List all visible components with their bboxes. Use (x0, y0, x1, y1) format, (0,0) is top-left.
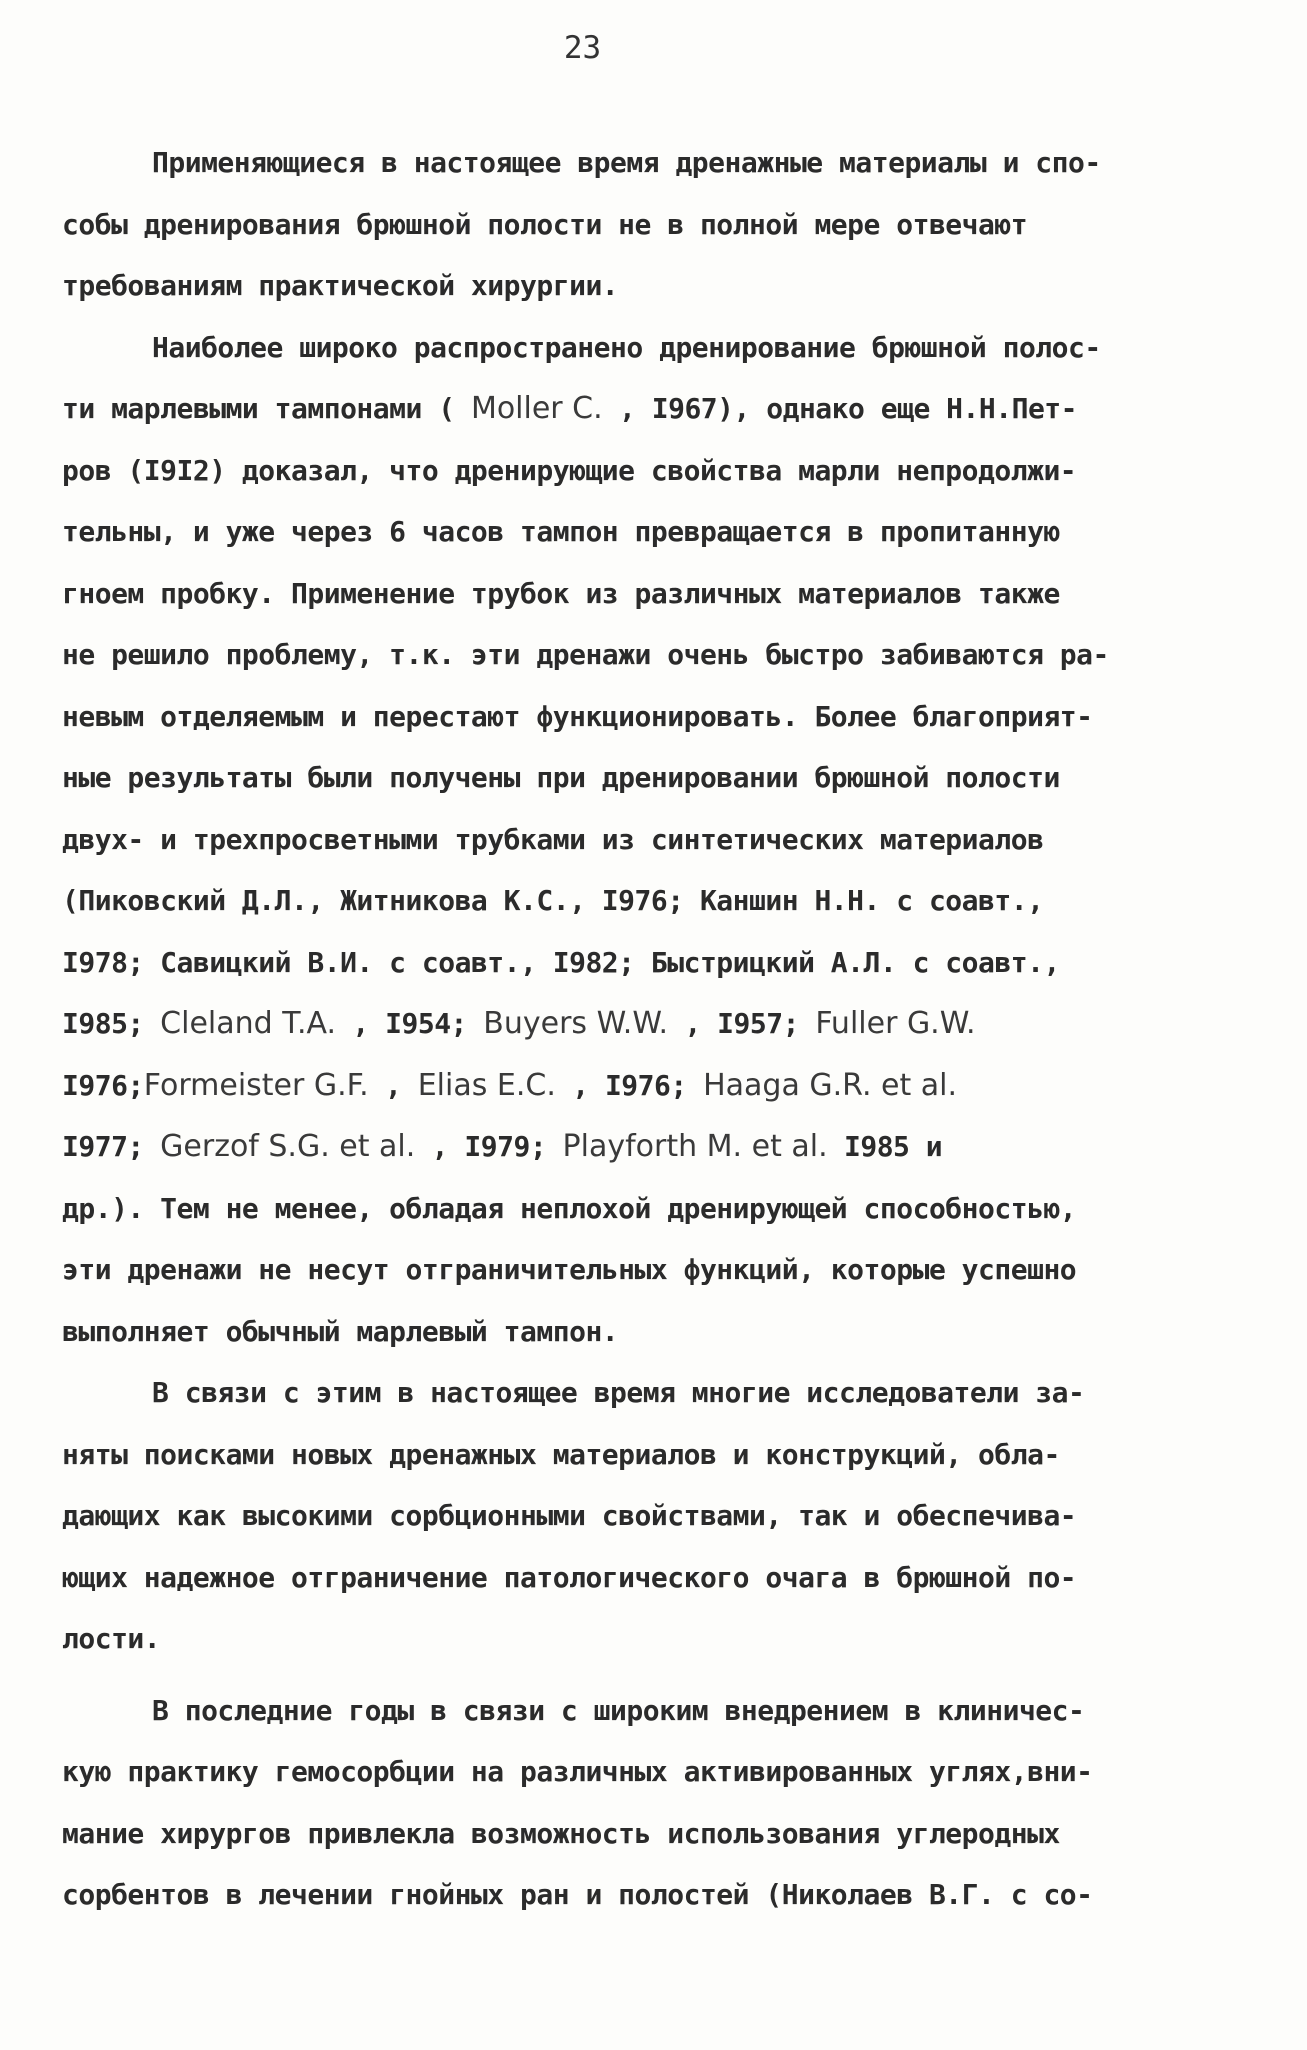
typed-text: I978; Савицкий В.И. с соавт., I982; Быстрицкий А.Л. с соавт., (62, 945, 1060, 979)
text-line-p4-l4 (62, 1864, 1242, 1926)
typed-text: , I979; (415, 1130, 563, 1163)
typed-text: гноем пробку. Применение трубок из различных материалов также (62, 576, 1060, 610)
text-line-p1-l2 (62, 194, 1242, 256)
typed-text: , I957; (668, 1007, 816, 1040)
text-line-p2-l5 (62, 563, 1242, 625)
typed-text: эти дренажи не несут отграничительных функций, которые успешно (62, 1253, 1077, 1286)
typed-text: лости. (62, 1622, 161, 1655)
text-line-p2-l16 (62, 1239, 1242, 1301)
handwritten-citation: Formeister G.F. (143, 1067, 369, 1103)
text-line-p2-l13 (62, 1055, 1242, 1117)
typed-text: ти марлевыми тампонами ( (62, 392, 471, 425)
text-line-p2-l3 (62, 440, 1242, 502)
typed-text: Применяющиеся в настоящее время дренажные материалы и спо- (152, 146, 1101, 179)
text-line-p2-l4 (62, 501, 1242, 563)
typed-text: мание хирургов привлекла возможность использования углеродных (62, 1816, 1060, 1850)
text-line-p1-l1 (62, 132, 1242, 194)
typed-text: не решило проблему, т.к. эти дренажи очень быстро забиваются ра- (62, 638, 1109, 671)
typed-text: В последние годы в связи с широким внедрением в клиничес- (152, 1693, 1085, 1727)
typed-text: В связи с этим в настоящее время многие исследователи за- (152, 1376, 1085, 1409)
text-line-p2-l11 (62, 932, 1242, 994)
text-line-p2-l8 (62, 747, 1242, 809)
text-line-p3-l5 (62, 1608, 1242, 1670)
typed-text: I977; (62, 1130, 161, 1163)
paragraph-gap (62, 1670, 1242, 1680)
typed-text: ющих надежное отграничение патологического очага в брюшной по- (62, 1560, 1077, 1594)
typed-text: ные результаты были получены при дренировании брюшной полости (62, 761, 1060, 794)
typed-text: Наиболее широко распространено дренирование брюшной полос- (152, 330, 1101, 364)
text-line-p3-l3 (62, 1485, 1242, 1547)
typed-text: няты поисками новых дренажных материалов и конструкций, обла- (62, 1437, 1060, 1471)
typed-text: , I967), однако еще Н.Н.Пет- (602, 392, 1078, 425)
text-line-p3-l1 (62, 1362, 1242, 1424)
handwritten-citation: Buyers W.W. (483, 1006, 669, 1041)
text-line-p4-l1 (62, 1680, 1242, 1742)
text-line-p4-l3 (62, 1803, 1242, 1865)
text-line-p2-l15 (62, 1178, 1242, 1240)
typed-text: невым отделяемым и перестают функционировать. Более благоприят- (62, 699, 1093, 733)
typed-text: I985 и (827, 1130, 943, 1163)
typed-text: др.). Тем не менее, обладая неплохой дренирующей способностью, (62, 1191, 1077, 1225)
typed-text: I976; (62, 1068, 144, 1102)
handwritten-citation: Moller C. (470, 391, 603, 426)
handwritten-citation: Cleland T.A. (160, 1006, 337, 1041)
typed-text: (Пиковский Д.Л., Житникова К.С., I976; Каншин Н.Н. с соавт., (62, 884, 1044, 917)
text-line-p2-l14 (62, 1116, 1242, 1178)
typed-text: сорбентов в лечении гнойных ран и полостей (Николаев В.Г. с со- (62, 1878, 1093, 1911)
text-line-p2-l10 (62, 870, 1242, 932)
text-line-p2-l1 (62, 317, 1242, 379)
text-line-p2-l9 (62, 809, 1242, 871)
typed-text: ров (I9I2) доказал, что дренирующие свойства марли непродолжи- (62, 453, 1077, 487)
page-number: 23 (563, 30, 602, 66)
handwritten-citation: Playforth M. et al. (562, 1129, 828, 1164)
typed-text: двух- и трехпросветными трубками из синтетических материалов (62, 822, 1044, 856)
typed-text: дающих как высокими сорбционными свойствами, так и обеспечива- (62, 1499, 1077, 1532)
text-line-p2-l7 (62, 686, 1242, 748)
typed-text: требованиям практической хирургии. (62, 269, 619, 302)
text-line-p3-l4 (62, 1547, 1242, 1609)
typed-text: , I976; (555, 1068, 704, 1102)
handwritten-citation: Fuller G.W. (815, 1006, 976, 1041)
typed-text: тельны, и уже через 6 часов тампон превращается в пропитанную (62, 515, 1060, 548)
typed-text: , I954; (336, 1007, 484, 1040)
text-line-p2-l12 (62, 993, 1242, 1055)
text-line-p4-l2 (62, 1741, 1242, 1803)
typed-text: собы дренирования брюшной полости не в полной мере отвечают (62, 207, 1028, 241)
typed-text: I985; (62, 1007, 161, 1040)
text-line-p2-l6 (62, 624, 1242, 686)
text-line-p2-l2 (62, 378, 1242, 440)
typed-text: выполняет обычный марлевый тампон. (62, 1314, 619, 1348)
body-text (62, 132, 1242, 1926)
typed-text: , (368, 1068, 418, 1102)
text-line-p1-l3 (62, 255, 1242, 317)
typed-text: кую практику гемосорбции на различных активированных углях,вни- (62, 1755, 1093, 1788)
text-line-p2-l17 (62, 1301, 1242, 1363)
handwritten-citation: Gerzof S.G. et al. (160, 1129, 416, 1164)
handwritten-citation: Elias E.C. (417, 1067, 556, 1103)
text-line-p3-l2 (62, 1424, 1242, 1486)
handwritten-citation: Haaga G.R. et al. (703, 1067, 958, 1103)
